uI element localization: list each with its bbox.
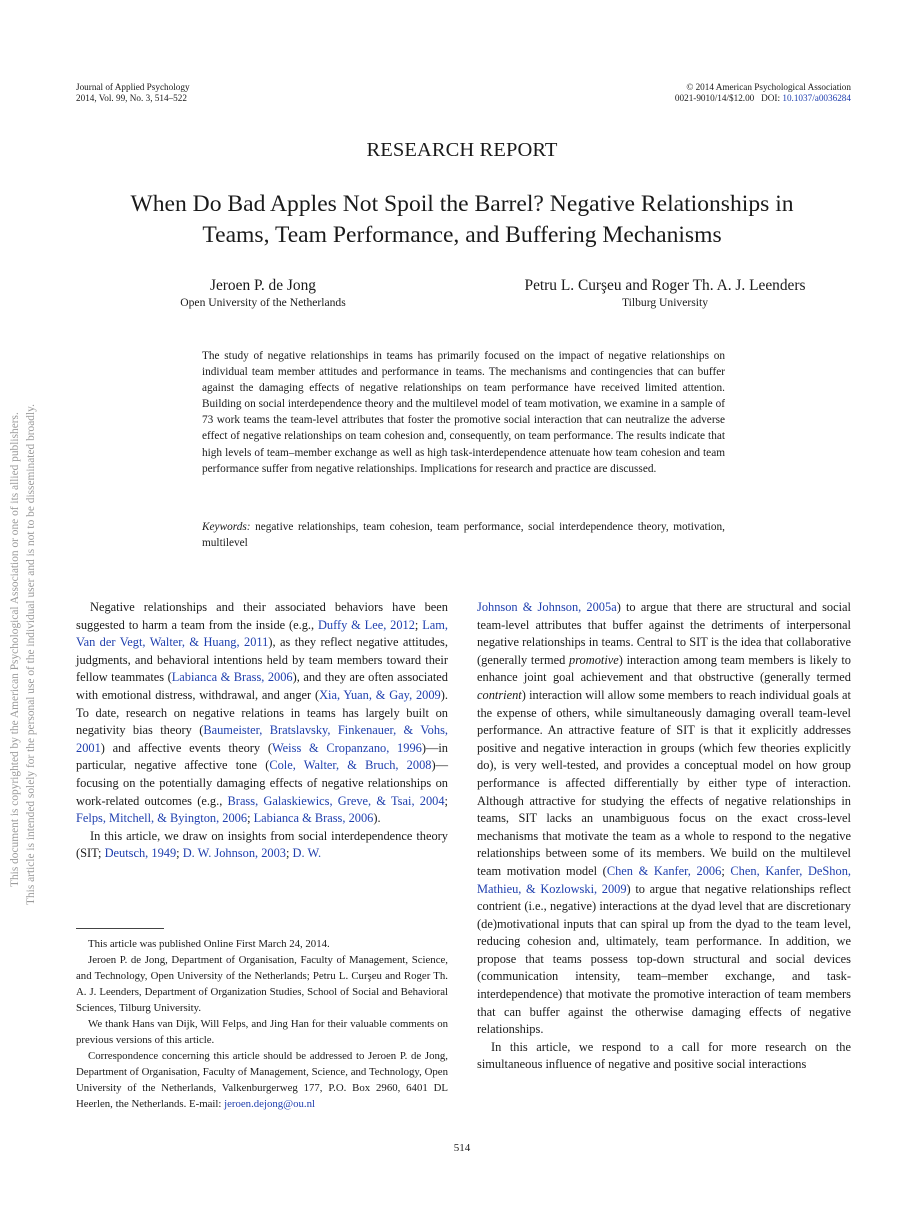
- doi-link[interactable]: 10.1037/a0036284: [782, 93, 851, 103]
- footnote-correspondence: [76, 1048, 448, 1112]
- citation-link[interactable]: Xia, Yuan, & Gay, 2009: [319, 687, 441, 702]
- body-right-column: [477, 599, 851, 1074]
- body-text: ;: [721, 863, 731, 878]
- citation-link[interactable]: Labianca & Brass, 2006: [253, 811, 374, 826]
- issn-doi-line: [675, 93, 851, 104]
- citation-link[interactable]: Baumeister, Bratslavsky, Finkenauer, & Vohs, 2001: [76, 723, 448, 755]
- body-text: ) and affective events theory (: [100, 740, 272, 755]
- body-text: ;: [444, 793, 448, 808]
- body-text: ), as they reflect negative attitudes, judgments, and behavioral intentions held by team members toward their fellow teammates (: [76, 635, 448, 685]
- keywords: [202, 519, 725, 551]
- abstract: The study of negative relationships in teams has primarily focused on the impact of negative relationships on individual team member attitudes and performance in teams. The mechanisms and contingencies that can buffer against the damaging effects of negative relationships on team performance have received limited attention. Building on social interdependence theory and the multilevel model of team motivation, we examine in a sample of 73 work teams the team-level attributes that foster the promotive social interaction that can neutralize the adverse effect of negative relationships on team cohesion and, consequently, on team performance. The results indicate that high levels of team–member exchange as well as high task-interdependence attenuate how team cohesion and team performance suffer from negative relationships. Implications for research and practice are discussed.: [202, 350, 725, 475]
- footnotes: [76, 936, 448, 1112]
- journal-name: Journal of Applied Psychology: [76, 82, 190, 92]
- citation-link[interactable]: Labianca & Brass, 2006: [171, 670, 293, 685]
- body-text: ) to argue that negative relationships reflect contrient (i.e., negative) interactions at the dyad level that are discretionary (de)motivational inputs that can spiral up from the dyad to the team level, reducing cohesion and, ultimately, team performance. In addition, we propose that teams possess top-down structural and social devices (communication intensity, team–member exchange, and task-interdependence) that motivate the promotive interaction of team members that can buffer against the otherwise damaging effects of negative relationships.: [477, 881, 851, 1037]
- citation-link[interactable]: Cole, Walter, & Bruch, 2008: [269, 758, 432, 773]
- footnote-divider: [76, 928, 164, 929]
- citation-link[interactable]: Chen, Kanfer, DeShon, Mathieu, & Kozlowski, 2009: [477, 863, 851, 896]
- citation-link[interactable]: D. W. Johnson, 2003: [182, 846, 286, 861]
- title-line-2: Teams, Team Performance, and Buffering Mechanisms: [202, 222, 722, 248]
- running-header-left: [76, 82, 190, 104]
- citation-link[interactable]: Lam, Van der Vegt, Walter, & Huang, 2011: [76, 617, 449, 650]
- author-1-name: Jeroen P. de Jong: [209, 277, 316, 294]
- body-text: ) interaction will allow some members to reach individual goals at the expense of others, while simultaneously damaging overall team-level performance. An attractive feature of SIT is that it explicitly addresses positive and negative interaction in groups (which few theories explicitly do), is very well-tested, and provides a conceptual model on how group performance is affected differentially by either type of interaction. Although attractive for studying the effects of negative relationships in teams, SIT lacks an unambiguous focus on the exact cross-level mechanisms that motivate the team as a whole to respond to the negative relationships between some of its members. We build on the multilevel team motivation model (: [477, 687, 851, 878]
- body-text: ) to argue that there are structural and social team-level attributes that buffer against the detriments of interpersonal negative relationships in teams. Central to SIT is the idea that collaborative (generally termed: [477, 600, 851, 667]
- footnote-thanks: We thank Hans van Dijk, Will Felps, and Jing Han for their valuable comments on previous versions of this article.: [76, 1018, 448, 1046]
- email-link[interactable]: jeroen.dejong@ou.nl: [224, 1098, 316, 1110]
- body-text: )—focusing on the potentially damaging effects of negative relationships on work-related outcomes (e.g.,: [76, 758, 448, 808]
- body-text: In this article, we respond to a call for more research on the simultaneous influence of negative and positive social interactions: [477, 1039, 851, 1072]
- body-text: In this article, we draw on insights from social interdependence theory (SIT;: [76, 828, 448, 861]
- journal-volume: 2014, Vol. 99, No. 3, 514–522: [76, 93, 187, 103]
- body-text: ). To date, research on negative relations in teams has largely built on negativity bias theory (: [76, 687, 448, 738]
- citation-link[interactable]: Johnson & Johnson, 2005a: [477, 600, 617, 614]
- citation-link[interactable]: D. W.: [292, 846, 322, 861]
- watermark-line-1: This document is copyrighted by the American Psychological Association or one of its allied publishers.: [9, 412, 21, 887]
- body-text: ;: [176, 846, 183, 861]
- title-line-1: When Do Bad Apples Not Spoil the Barrel? Negative Relationships in: [130, 191, 794, 217]
- body-text: ) interaction among team members is likely to enhance joint goal achievement and that obstructive (generally termed: [477, 652, 851, 685]
- body-text: ;: [286, 846, 293, 861]
- keywords-label: Keywords:: [202, 521, 251, 533]
- section-label: RESEARCH REPORT: [366, 139, 558, 161]
- italic-term: contrient: [477, 687, 522, 702]
- body-text: )—in particular, negative affective tone (: [76, 740, 448, 773]
- body-paragraph: [477, 599, 851, 1039]
- italic-term: promotive: [569, 652, 619, 667]
- body-left-column: [76, 599, 448, 863]
- footnote-published: This article was published Online First March 24, 2014.: [88, 938, 330, 950]
- body-paragraph: [76, 599, 448, 828]
- citation-link[interactable]: Felps, Mitchell, & Byington, 2006: [76, 811, 248, 826]
- watermark-line-2: This article is intended solely for the personal use of the individual user and is not to be disseminated broadly.: [25, 404, 37, 905]
- keywords-list: negative relationships, team cohesion, team performance, social interdependence theory, motivation, multilevel: [202, 521, 725, 550]
- body-text: ), and they are often associated with emotional distress, withdrawal, and anger (: [76, 670, 448, 702]
- author-1-affiliation: Open University of the Netherlands: [180, 296, 346, 309]
- citation-link[interactable]: Weiss & Cropanzano, 1996: [271, 740, 422, 755]
- body-text: ;: [414, 617, 423, 632]
- body-paragraph: [76, 828, 448, 863]
- copyright-line: © 2014 American Psychological Association: [686, 82, 851, 92]
- body-text: ;: [247, 811, 254, 826]
- footnote-affiliations: Jeroen P. de Jong, Department of Organisation, Faculty of Management, Science, and Technology, Open University of the Netherlands; Petru L. Curşeu and Roger Th. A. J. Leenders, Department of Organization Studies, School of Social and Behavioral Sciences, Tilburg University.: [76, 954, 448, 1014]
- issn-text: 0021-9010/14/$12.00 DOI:: [674, 93, 783, 103]
- body-text: ).: [373, 811, 381, 826]
- author-2-name: Petru L. Curşeu and Roger Th. A. J. Leenders: [524, 277, 806, 294]
- citation-link[interactable]: Brass, Galaskiewics, Greve, & Tsai, 2004: [227, 793, 445, 808]
- running-header-right: [675, 82, 851, 104]
- article-title: [60, 189, 864, 251]
- citation-link[interactable]: Chen & Kanfer, 2006: [606, 863, 722, 878]
- body-text: Negative relationships and their associated behaviors have been suggested to harm a team from the inside (e.g.,: [76, 600, 448, 632]
- citation-link[interactable]: Duffy & Lee, 2012: [317, 617, 415, 632]
- author-2-affiliation: Tilburg University: [621, 296, 708, 309]
- correspondence-text: Correspondence concerning this article should be addressed to Jeroen P. de Jong, Department of Organisation, Faculty of Management, Science, and Technology, Open University of the Netherlands, Valkenburgerweg 177, P.O. Box 2960, 6401 DL Heerlen, the Netherlands. E-mail:: [76, 1050, 448, 1110]
- page-number: 514: [453, 1142, 471, 1154]
- body-paragraph: [477, 1039, 851, 1074]
- citation-link[interactable]: Deutsch, 1949: [104, 846, 177, 861]
